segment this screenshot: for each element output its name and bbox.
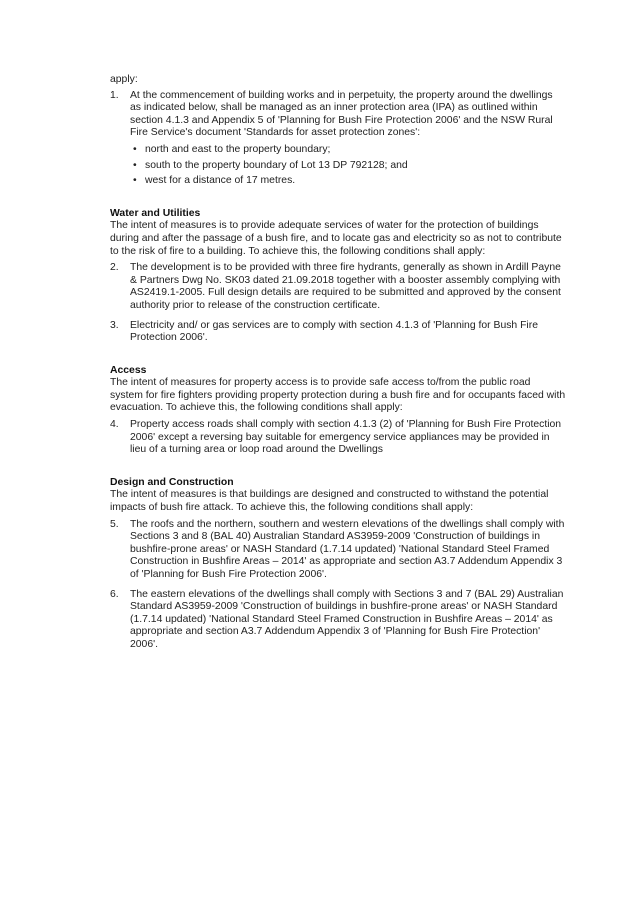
- section-heading: Water and Utilities: [110, 207, 201, 219]
- section-intro: The intent of measures is to provide adequate services of water for the protection of buildings during and after the passage of a bush fire, and to locate gas and electricity so as not to contribute to the risk of fire to a building. To achieve this, the following conditions shall apply:: [110, 220, 562, 257]
- intro-text: apply:: [110, 74, 138, 85]
- bullet-item: [130, 160, 566, 173]
- condition-text: The eastern elevations of the dwellings shall comply with Sections 3 and 7 (BAL 29) Australian Standard AS3959-2009 'Construction of buildings in bushfire-prone areas' or NASH Standard (1.7.14 updated) 'National Standard Steel Framed Construction in Bushfire Areas – 2014' as appropriate and section A3.7 Addendum Appendix 3 of 'Planning for Bush Fire Protection' 2006'.: [130, 588, 564, 650]
- condition-item-4: [110, 419, 566, 457]
- ipa-bullet-list: [130, 144, 566, 188]
- condition-item-3: [110, 320, 566, 345]
- bullet-text: south to the property boundary of Lot 13 DP 792128; and: [145, 159, 408, 171]
- condition-text: Property access roads shall comply with section 4.1.3 (2) of 'Planning for Bush Fire Protection 2006' except a reversing bay suitable for emergency service appliances may be provided in lieu of a turning area or loop road around the Dwellings: [130, 419, 562, 456]
- condition-text: The roofs and the northern, southern and western elevations of the dwellings shall comply with Sections 3 and 8 (BAL 40) Australian Standard AS3959-2009 'Construction of buildings in bushfire-prone areas' or NASH Standard (1.7.14 updated) 'National Standard Steel Framed Construction in Bushfire Areas – 2014' as appropriate and section A3.7 Addendum Appendix 3 of 'Planning for Bush Fire Protection 2006'.: [130, 518, 565, 580]
- condition-number: 1.: [110, 89, 119, 101]
- condition-text: At the commencement of building works and in perpetuity, the property around the dwellings as indicated below, shall be managed as an inner protection area (IPA) as outlined within section 4.1.3 and Appendix 5 of 'Planning for Bush Fire Protection 2006' and the NSW Rural Fire Service's document 'Standards for asset protection zones':: [130, 89, 553, 139]
- condition-number: 4.: [110, 419, 119, 431]
- condition-number: 3.: [110, 319, 119, 331]
- section-intro: The intent of measures is that buildings are designed and constructed to withstand the potential impacts of bush fire attack. To achieve this, the following conditions shall apply:: [110, 489, 549, 514]
- section-intro: The intent of measures for property access is to provide safe access to/from the public road system for fire fighters providing property protection during a bush fire and for occupants faced with evacuation. To achieve this, the following conditions shall apply:: [110, 377, 566, 414]
- condition-item-2: [110, 262, 566, 312]
- condition-number: 2.: [110, 262, 119, 274]
- section-heading: Design and Construction: [110, 476, 234, 488]
- condition-text: The development is to be provided with three fire hydrants, generally as shown in Ardill Payne & Partners Dwg No. SK03 dated 21.09.2018 together with a booster assembly complying with AS2419.1-2005. Full design details are required to be submitted and approved by the consent authority prior to release of the construction certificate.: [130, 262, 561, 311]
- condition-number: 5.: [110, 518, 119, 530]
- condition-item-1: [110, 90, 566, 188]
- bullet-icon: •: [133, 175, 137, 187]
- document-page: [110, 74, 566, 659]
- bullet-text: west for a distance of 17 metres.: [145, 175, 296, 187]
- bullet-text: north and east to the property boundary;: [145, 143, 331, 155]
- condition-item-6: [110, 589, 566, 652]
- section-heading: Access: [110, 364, 147, 376]
- section-water-utilities: [110, 208, 566, 345]
- condition-item-5: [110, 519, 566, 582]
- section-design-construction: [110, 477, 566, 652]
- bullet-icon: •: [133, 143, 137, 155]
- bullet-item: [130, 175, 566, 188]
- section-access: [110, 365, 566, 457]
- condition-text: Electricity and/ or gas services are to comply with section 4.1.3 of 'Planning for Bush Fire Protection 2006'.: [130, 319, 538, 344]
- bullet-icon: •: [133, 159, 137, 171]
- condition-number: 6.: [110, 588, 119, 600]
- bullet-item: [130, 144, 566, 157]
